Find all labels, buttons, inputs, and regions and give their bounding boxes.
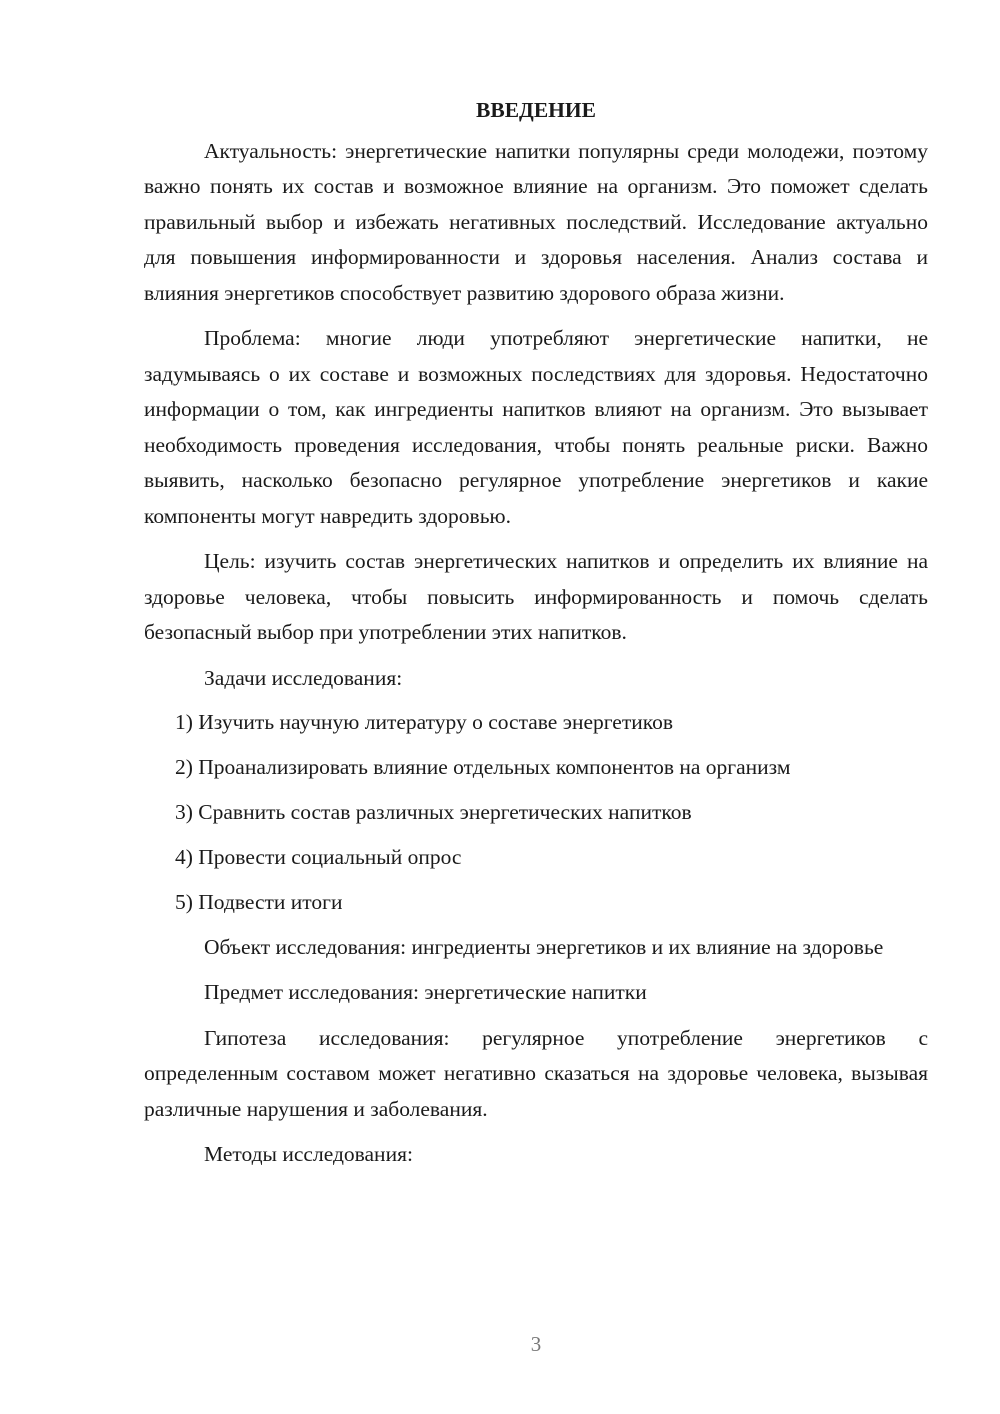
paragraph-goal: Цель: изучить состав энергетических напитков и определить их влияние на здоровье человека, чтобы повысить информированность и помочь сделать безопасный выбор при употреблении этих напитков.	[144, 549, 928, 644]
list-item: 4) Провести социальный опрос	[175, 845, 462, 869]
paragraph-hypothesis: Гипотеза исследования: регулярное употребление энергетиков с определенным составом может негативно сказаться на здоровье человека, вызывая различные нарушения и заболевания.	[144, 1025, 928, 1121]
section-heading: ВВЕДЕНИЕ	[476, 98, 596, 122]
paragraph-problem: Проблема: многие люди употребляют энергетические напитки, не задумываясь о их составе и возможных последствиях для здоровья. Недостаточно информации о том, как ингредиенты напитков влияют на организм. Это вызывает необходимость проведения исследования, чтобы понять реальные риски. Важно выявить, насколько безопасно регулярное употребление энергетиков и какие компоненты могут навредить здоровью.	[144, 326, 928, 528]
methods-title: Методы исследования:	[204, 1142, 413, 1166]
paragraph-object: Объект исследования: ингредиенты энергетиков и их влияние на здоровье	[204, 934, 884, 959]
tasks-list	[144, 705, 928, 921]
list-item: 1) Изучить научную литературу о составе энергетиков	[175, 710, 673, 734]
paragraph-relevance: Актуальность: энергетические напитки популярны среди молодежи, поэтому важно понять их состав и возможное влияние на организм. Это поможет сделать правильный выбор и избежать негативных последствий. Исследование актуально для повышения информированности и здоровья населения. Анализ состава и влияния энергетиков способствует развитию здорового образа жизни.	[144, 138, 928, 305]
page-number: 3	[530, 1332, 542, 1356]
tasks-title: Задачи исследования:	[204, 665, 403, 690]
list-item: 2) Проанализировать влияние отдельных компонентов на организм	[175, 755, 791, 779]
paragraph-subject: Предмет исследования: энергетические напитки	[204, 980, 647, 1004]
list-item: 5) Подвести итоги	[175, 890, 343, 914]
page-content	[144, 93, 928, 1173]
list-item: 3) Сравнить состав различных энергетических напитков	[175, 800, 692, 824]
